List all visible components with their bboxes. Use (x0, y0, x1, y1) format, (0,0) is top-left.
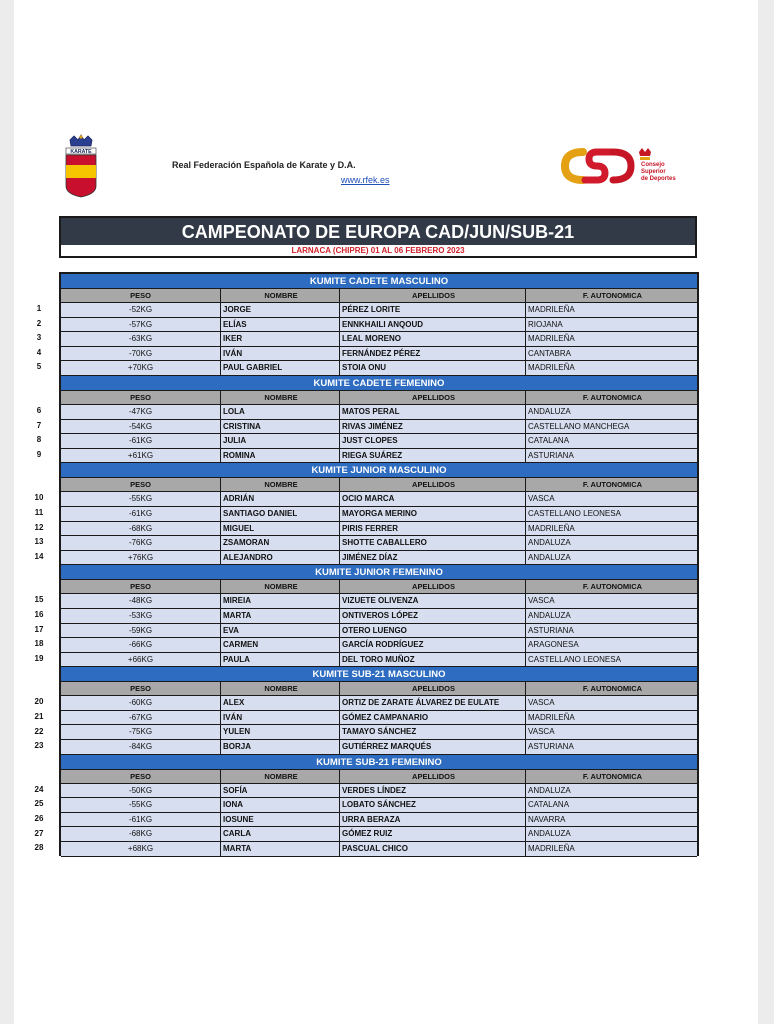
cell-apellidos: DEL TORO MUÑOZ (340, 653, 526, 667)
cell-apellidos: ONTIVEROS LÓPEZ (340, 609, 526, 623)
cell-f-autonomica: CASTELLANO MANCHEGA (528, 421, 630, 431)
cell-apellidos: RIEGA SUÁREZ (340, 449, 526, 463)
cell-peso: -59KG (61, 624, 221, 638)
table-row (61, 740, 697, 755)
cell-f-autonomica: MADRILEÑA (528, 523, 575, 533)
row-number: 8 (36, 435, 42, 445)
cell-peso: -55KG (61, 492, 221, 506)
row-number: 3 (36, 333, 42, 343)
column-header: APELLIDOS (340, 770, 526, 783)
roster-table (59, 272, 699, 856)
table-row (61, 332, 697, 347)
cell-f-autonomica: ANDALUZA (528, 829, 571, 839)
table-row (61, 653, 697, 668)
title-box (59, 216, 697, 258)
cell-apellidos: JUST CLOPES (340, 434, 526, 448)
section-header: KUMITE SUB-21 FEMENINO (61, 755, 697, 770)
column-header: F. AUTONOMICA (582, 582, 643, 592)
column-header-row (61, 289, 697, 303)
row-number: 20 (34, 697, 44, 707)
row-number: 23 (34, 741, 44, 751)
federation-name: Real Federación Española de Karate y D.A. (172, 160, 356, 170)
cell-f-autonomica: ANDALUZA (528, 406, 571, 416)
cell-peso: +70KG (61, 361, 221, 375)
column-header: NOMBRE (221, 682, 340, 695)
table-row (61, 434, 697, 449)
csd-logo (561, 144, 701, 188)
row-number: 19 (34, 653, 44, 663)
cell-f-autonomica: ANDALUZA (528, 610, 571, 620)
cell-f-autonomica: ASTURIANA (528, 625, 574, 635)
cell-f-autonomica: MADRILEÑA (528, 712, 575, 722)
cell-peso: -60KG (61, 696, 221, 710)
column-header: NOMBRE (221, 580, 340, 593)
cell-f-autonomica: ARAGONESA (528, 640, 579, 650)
cell-peso: +66KG (61, 653, 221, 667)
cell-f-autonomica: VASCA (528, 596, 555, 606)
cell-f-autonomica: NAVARRA (528, 814, 566, 824)
table-row (61, 449, 697, 464)
cell-peso: -53KG (61, 609, 221, 623)
cell-apellidos: RIVAS JIMÉNEZ (340, 420, 526, 434)
cell-peso: -66KG (61, 638, 221, 652)
table-row (61, 361, 697, 376)
cell-apellidos: SHOTTE CABALLERO (340, 536, 526, 550)
cell-peso: -70KG (61, 347, 221, 361)
cell-f-autonomica: CASTELLANO LEONESA (528, 654, 621, 664)
cell-nombre: JORGE (221, 303, 340, 317)
table-row (61, 798, 697, 813)
cell-f-autonomica: CATALANA (528, 436, 570, 446)
row-number: 5 (36, 362, 42, 372)
cell-peso: -68KG (61, 522, 221, 536)
table-row (61, 594, 697, 609)
cell-apellidos: VERDES LÍNDEZ (340, 784, 526, 798)
cell-peso: -50KG (61, 784, 221, 798)
column-header: PESO (61, 478, 221, 491)
table-row (61, 711, 697, 726)
cell-peso: +61KG (61, 449, 221, 463)
cell-peso: +68KG (61, 842, 221, 856)
cell-nombre: ZSAMORAN (221, 536, 340, 550)
section-header: KUMITE JUNIOR FEMENINO (61, 565, 697, 580)
cell-peso: -54KG (61, 420, 221, 434)
cell-f-autonomica: VASCA (528, 494, 555, 504)
row-number: 9 (36, 449, 42, 459)
page-title: CAMPEONATO DE EUROPA CAD/JUN/SUB-21 (61, 218, 695, 245)
section-header: KUMITE SUB-21 MASCULINO (61, 667, 697, 682)
column-header: APELLIDOS (340, 478, 526, 491)
cell-apellidos: GARCÍA RODRÍGUEZ (340, 638, 526, 652)
cell-nombre: EVA (221, 624, 340, 638)
cell-nombre: IOSUNE (221, 813, 340, 827)
cell-f-autonomica: MADRILEÑA (528, 305, 575, 314)
cell-apellidos: MAYORGA MERINO (340, 507, 526, 521)
svg-text:KARATE: KARATE (70, 149, 92, 155)
cell-apellidos: ENNKHAILI ANQOUD (340, 318, 526, 332)
section-header: KUMITE CADETE MASCULINO (61, 274, 697, 289)
cell-apellidos: PASCUAL CHICO (340, 842, 526, 856)
cell-apellidos: ORTIZ DE ZARATE ÁLVAREZ DE EULATE (340, 696, 526, 710)
table-row (61, 405, 697, 420)
table-row (61, 303, 697, 318)
cell-apellidos: MATOS PERAL (340, 405, 526, 419)
section-header: KUMITE CADETE FEMENINO (61, 376, 697, 391)
cell-nombre: JULIA (221, 434, 340, 448)
column-header: PESO (61, 682, 221, 695)
column-header: NOMBRE (221, 770, 340, 783)
cell-f-autonomica: ASTURIANA (528, 450, 574, 460)
column-header-row (61, 682, 697, 696)
cell-peso: -61KG (61, 813, 221, 827)
cell-peso: -52KG (61, 303, 221, 317)
column-header: PESO (61, 289, 221, 302)
cell-nombre: MARTA (221, 609, 340, 623)
website-link[interactable]: www.rfek.es (341, 175, 390, 185)
cell-f-autonomica: MADRILEÑA (528, 844, 575, 854)
cell-apellidos: PIRIS FERRER (340, 522, 526, 536)
cell-nombre: CARLA (221, 827, 340, 841)
cell-nombre: YULEN (221, 725, 340, 739)
table-row (61, 624, 697, 639)
table-row (61, 842, 697, 857)
cell-apellidos: STOIA ONU (340, 361, 526, 375)
cell-peso: -63KG (61, 332, 221, 346)
column-header: F. AUTONOMICA (582, 291, 643, 300)
column-header: APELLIDOS (340, 580, 526, 593)
column-header: APELLIDOS (340, 682, 526, 695)
row-number: 21 (34, 712, 44, 721)
column-header: NOMBRE (221, 289, 340, 302)
table-row (61, 536, 697, 551)
table-row (61, 318, 697, 333)
row-number: 2 (36, 318, 42, 328)
column-header: F. AUTONOMICA (582, 480, 643, 490)
column-header-row (61, 391, 697, 405)
cell-nombre: ADRIÁN (221, 492, 340, 506)
cell-nombre: ALEJANDRO (221, 551, 340, 565)
cell-f-autonomica: ANDALUZA (528, 785, 571, 795)
table-row (61, 551, 697, 566)
table-row (61, 827, 697, 842)
column-header-row (61, 580, 697, 594)
column-header: APELLIDOS (340, 391, 526, 404)
cell-peso: -84KG (61, 740, 221, 754)
column-header: F. AUTONOMICA (582, 392, 643, 402)
column-header: PESO (61, 391, 221, 404)
row-number: 13 (34, 537, 44, 547)
event-subtitle: LARNACA (CHIPRE) 01 AL 06 FEBRERO 2023 (291, 246, 465, 255)
row-number: 26 (34, 814, 44, 823)
cell-apellidos: TAMAYO SÁNCHEZ (340, 725, 526, 739)
cell-f-autonomica: CATALANA (528, 800, 570, 810)
cell-apellidos: PÉREZ LORITE (340, 303, 526, 317)
cell-nombre: PAUL GABRIEL (221, 361, 340, 375)
cell-nombre: LOLA (221, 405, 340, 419)
row-number: 16 (34, 610, 44, 619)
cell-apellidos: GUTIÉRREZ MARQUÉS (340, 740, 526, 754)
cell-apellidos: OCIO MARCA (340, 492, 526, 506)
table-row (61, 522, 697, 537)
cell-nombre: CARMEN (221, 638, 340, 652)
cell-nombre: BORJA (221, 740, 340, 754)
table-row (61, 507, 697, 522)
cell-f-autonomica: ANDALUZA (528, 538, 571, 548)
cell-apellidos: JIMÉNEZ DÍAZ (340, 551, 526, 565)
cell-peso: -61KG (61, 434, 221, 448)
cell-peso: -76KG (61, 536, 221, 550)
row-number: 6 (36, 406, 42, 415)
cell-nombre: ALEX (221, 696, 340, 710)
column-header: F. AUTONOMICA (582, 771, 643, 781)
cell-peso: +76KG (61, 551, 221, 565)
cell-nombre: CRISTINA (221, 420, 340, 434)
cell-f-autonomica: CANTABRA (528, 348, 571, 358)
cell-apellidos: LOBATO SÁNCHEZ (340, 798, 526, 812)
cell-nombre: IVÁN (221, 347, 340, 361)
column-header: NOMBRE (221, 478, 340, 491)
table-row (61, 725, 697, 740)
cell-peso: -48KG (61, 594, 221, 608)
row-number: 12 (34, 522, 44, 532)
cell-f-autonomica: MADRILEÑA (528, 334, 575, 344)
cell-f-autonomica: VASCA (528, 727, 555, 737)
cell-nombre: ELÍAS (221, 318, 340, 332)
cell-f-autonomica: ASTURIANA (528, 742, 574, 752)
cell-f-autonomica: RIOJANA (528, 319, 563, 329)
column-header: PESO (61, 770, 221, 783)
table-row (61, 696, 697, 711)
cell-f-autonomica: MADRILEÑA (528, 363, 575, 373)
row-number: 22 (34, 726, 44, 736)
column-header-row (61, 478, 697, 492)
row-number: 17 (34, 624, 44, 634)
cell-peso: -47KG (61, 405, 221, 419)
row-number: 27 (34, 828, 44, 838)
table-row (61, 420, 697, 435)
row-number: 25 (34, 799, 44, 809)
cell-nombre: IONA (221, 798, 340, 812)
svg-text:Consejo: Consejo (641, 162, 665, 168)
cell-nombre: PAULA (221, 653, 340, 667)
cell-peso: -67KG (61, 711, 221, 725)
table-row (61, 609, 697, 624)
table-row (61, 347, 697, 362)
cell-nombre: SANTIAGO DANIEL (221, 507, 340, 521)
cell-apellidos: FERNÁNDEZ PÉREZ (340, 347, 526, 361)
column-header: F. AUTONOMICA (582, 684, 643, 694)
column-header: APELLIDOS (340, 289, 526, 302)
row-number: 10 (34, 493, 44, 503)
cell-apellidos: GÓMEZ RUIZ (340, 827, 526, 841)
section-header: KUMITE JUNIOR MASCULINO (61, 463, 697, 478)
cell-apellidos: GÓMEZ CAMPANARIO (340, 711, 526, 725)
cell-nombre: MIREIA (221, 594, 340, 608)
cell-nombre: IVÁN (221, 711, 340, 725)
cell-nombre: IKER (221, 332, 340, 346)
cell-peso: -75KG (61, 725, 221, 739)
row-number: 4 (36, 347, 42, 357)
cell-nombre: MARTA (221, 842, 340, 856)
cell-nombre: SOFÍA (221, 784, 340, 798)
row-number: 18 (34, 639, 44, 649)
column-header-row (61, 770, 697, 784)
cell-peso: -61KG (61, 507, 221, 521)
column-header: NOMBRE (221, 391, 340, 404)
cell-peso: -68KG (61, 827, 221, 841)
row-number: 7 (36, 420, 42, 430)
column-header: PESO (61, 580, 221, 593)
cell-nombre: ROMINA (221, 449, 340, 463)
cell-apellidos: OTERO LUENGO (340, 624, 526, 638)
row-number: 14 (34, 551, 44, 561)
table-row (61, 638, 697, 653)
row-number: 1 (36, 304, 42, 313)
cell-f-autonomica: CASTELLANO LEONESA (528, 508, 621, 518)
cell-f-autonomica: ANDALUZA (528, 552, 571, 562)
table-row (61, 813, 697, 828)
table-row (61, 492, 697, 507)
cell-apellidos: LEAL MORENO (340, 332, 526, 346)
svg-text:de Deportes: de Deportes (641, 176, 676, 182)
cell-f-autonomica: VASCA (528, 698, 555, 708)
svg-text:Superior: Superior (641, 169, 666, 175)
cell-peso: -57KG (61, 318, 221, 332)
row-number: 11 (34, 508, 44, 517)
cell-apellidos: VIZUETE OLIVENZA (340, 594, 526, 608)
table-row (61, 784, 697, 799)
row-number: 24 (34, 784, 44, 794)
row-number: 28 (34, 843, 44, 853)
cell-nombre: MIGUEL (221, 522, 340, 536)
rfek-karate-logo (64, 134, 98, 198)
cell-peso: -55KG (61, 798, 221, 812)
cell-apellidos: URRA BERAZA (340, 813, 526, 827)
row-number: 15 (34, 595, 44, 605)
